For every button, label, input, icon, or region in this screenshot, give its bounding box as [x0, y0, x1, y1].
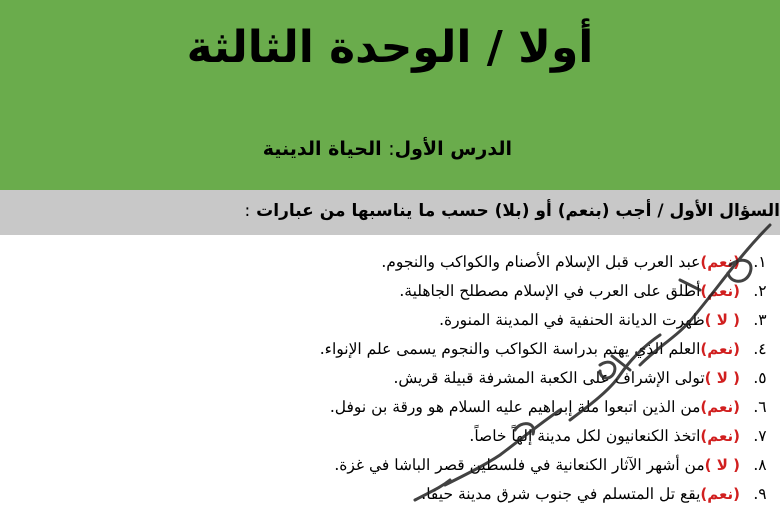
- list-item: [0, 277, 780, 306]
- item-text: من الذين اتبعوا ملة إبراهيم عليه السلام هو ورقة بن نوفل.: [330, 398, 701, 416]
- item-number: ١.: [740, 248, 780, 277]
- lesson-title: [263, 138, 512, 160]
- question-main: السؤال الأول / أجب (بنعم) أو (بلا) حسب ما يناسبها من عبارات: [256, 201, 780, 221]
- item-number: ٣.: [740, 306, 780, 335]
- item-answer: (نعم): [700, 340, 740, 358]
- list-item: [0, 364, 780, 393]
- list-item: [0, 422, 780, 451]
- list-item: [0, 451, 780, 480]
- lesson-separator: :: [388, 138, 394, 160]
- item-number: ٥.: [740, 364, 780, 393]
- item-answer: (نعم): [700, 485, 740, 503]
- item-answer: ( لا ): [705, 369, 740, 387]
- item-answer: (نعم): [700, 253, 740, 271]
- item-number: ٧.: [740, 422, 780, 451]
- item-answer: ( لا ): [705, 311, 740, 329]
- list-item: [0, 393, 780, 422]
- question-text: [245, 201, 780, 221]
- question-bar: [0, 190, 780, 235]
- item-number: ٦.: [740, 393, 780, 422]
- item-text: ظهرت الديانة الحنفية في المدينة المنورة.: [439, 311, 705, 329]
- lesson-name: الحياة الدينية: [263, 138, 382, 160]
- item-text: أطلق على العرب في الإسلام مصطلح الجاهلية.: [399, 282, 700, 300]
- list-item: [0, 335, 780, 364]
- list-item: [0, 306, 780, 335]
- unit-title: أولا / الوحدة الثالثة: [0, 22, 780, 73]
- item-number: ٩.: [740, 480, 780, 509]
- answers-list: [0, 248, 780, 509]
- item-answer: (نعم): [700, 282, 740, 300]
- item-text: يقع تل المتسلم في جنوب شرق مدينة حيفا.: [421, 485, 700, 503]
- header-banner: [0, 0, 780, 190]
- item-text: عبد العرب قبل الإسلام الأصنام والكواكب والنجوم.: [381, 253, 700, 271]
- item-text: العلم الذي يهتم بدراسة الكواكب والنجوم يسمى علم الإنواء.: [320, 340, 701, 358]
- item-text: اتخذ الكنعانيون لكل مدينة إلهاً خاصاً.: [469, 427, 700, 445]
- item-text: تولى الإشراف على الكعبة المشرفة قبيلة قريش.: [393, 369, 704, 387]
- item-answer: (نعم): [700, 398, 740, 416]
- list-item: [0, 480, 780, 509]
- list-item: [0, 248, 780, 277]
- item-number: ٢.: [740, 277, 780, 306]
- question-tail: :: [245, 201, 251, 221]
- item-text: من أشهر الآثار الكنعانية في فلسطين قصر الباشا في غزة.: [334, 456, 704, 474]
- item-number: ٨.: [740, 451, 780, 480]
- lesson-label: الدرس الأول: [395, 138, 512, 160]
- item-number: ٤.: [740, 335, 780, 364]
- item-answer: ( لا ): [705, 456, 740, 474]
- item-answer: (نعم): [700, 427, 740, 445]
